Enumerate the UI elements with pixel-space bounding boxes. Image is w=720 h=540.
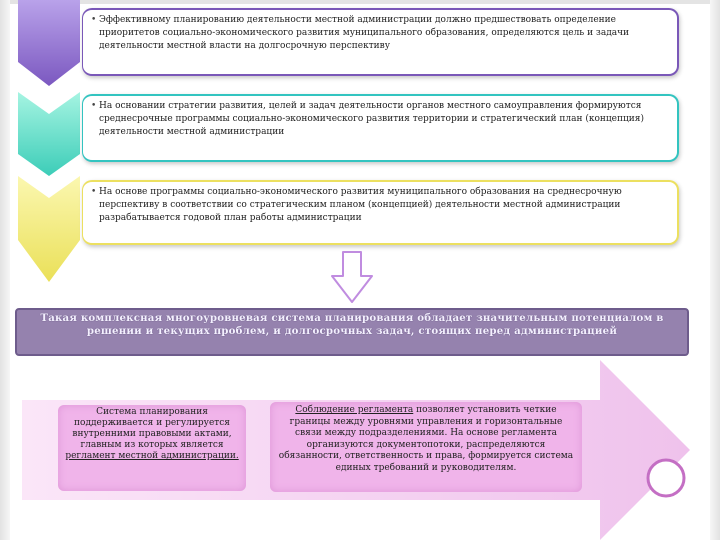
chevron-step-3	[18, 176, 80, 282]
note-right	[270, 402, 582, 492]
step-box-1	[82, 8, 679, 76]
summary-banner-text: Такая комплексная многоуровневая система планирования обладает значительным потенциалом в решении и текущих проблем, и долгосрочных задач, стоящих перед администрацией	[40, 312, 664, 337]
down-arrow-icon	[330, 250, 374, 304]
step-text-1: Эффективному планированию деятельности местной администрации должно предшествовать определение приоритетов социально-экономического развития муниципального образования, определяются цель и задачи деятельности местной власти на долгосрочную перспективу	[99, 15, 630, 51]
step-text-2: На основании стратегии развития, целей и задач деятельности органов местного самоуправления формируются среднесрочные программы социально-экономического развития территории и стратегический план (концепция) деятельности местной администрации	[99, 101, 644, 137]
note-left-link: регламент местной администрации.	[65, 451, 239, 461]
note-right-text: позволяет установить четкие границы между уровнями управления и горизонтальные связи между подразделениями. На основе регламента организуются документопотоки, распределяются обязанности, ответственность и права, формируется система единых требований и руководителям.	[278, 405, 574, 473]
note-right-link: Соблюдение регламента	[295, 405, 414, 415]
chevron-step-2	[18, 92, 80, 176]
note-left-text: Система планирования поддерживается и регулируется внутренними правовыми актами, главным из которых является	[72, 407, 232, 450]
step-text-3: На основе программы социально-экономического развития муниципального образования на среднесрочную перспективу в соответствии со стратегическим планом (концепцией) деятельности местной администрации разрабатывается годовой план работы администрации	[99, 187, 622, 223]
bullet-3: •	[91, 187, 97, 197]
arrow-circle-accent	[648, 460, 684, 496]
step-box-2	[82, 94, 679, 162]
bullet-2: •	[91, 101, 97, 111]
chevron-step-1	[18, 0, 80, 86]
note-left	[58, 405, 246, 491]
bullet-1: •	[91, 15, 97, 25]
step-box-3	[82, 180, 679, 245]
summary-banner	[15, 308, 689, 356]
